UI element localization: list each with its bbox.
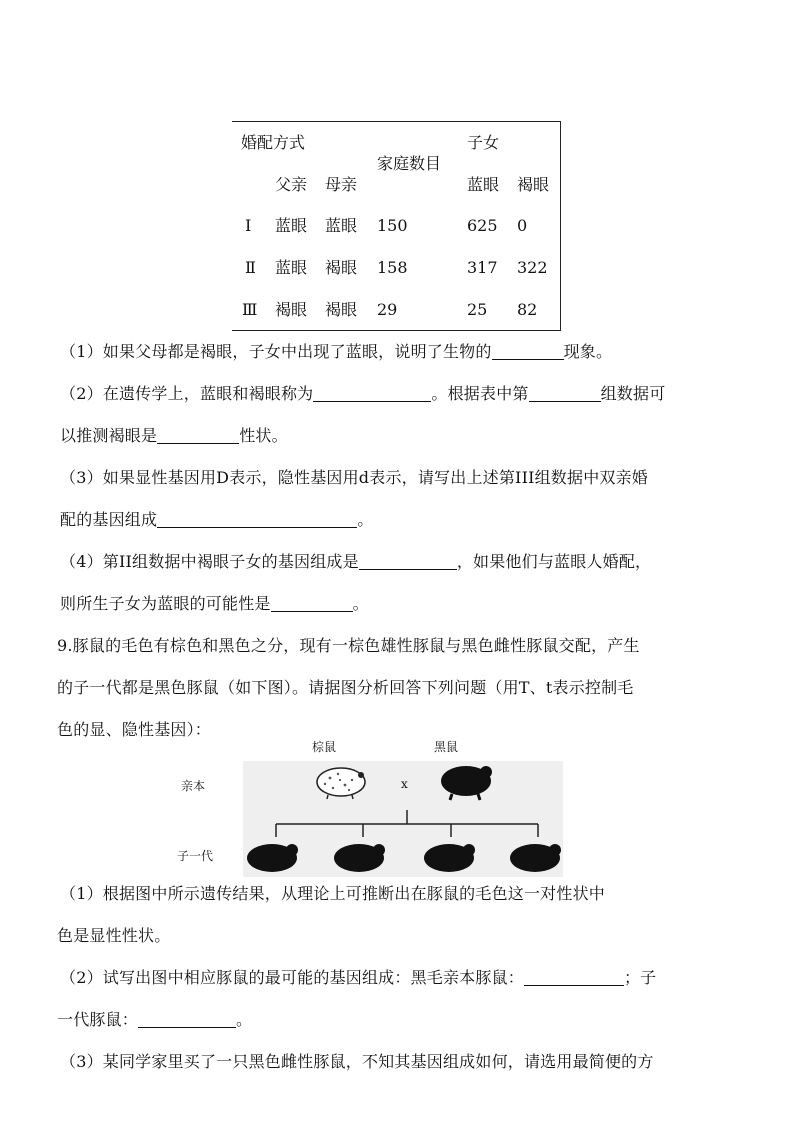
row-father: 褐眼 [275,300,308,319]
q8-sub2-text-e: 性状。 [239,426,288,445]
subheader-blue: 蓝眼 [467,175,500,194]
black-guinea-pig-icon [441,766,492,800]
brown-guinea-pig-icon [317,768,365,799]
row-brown: 82 [517,300,538,319]
row-families: 29 [377,300,398,319]
q8-sub3-text-a: （3）如果显性基因用D表示，隐性基因用d表示，请写出上述第III组数据中双亲婚 [60,468,649,487]
q9-sub1: （1）根据图中所示遗传结果，从理论上可推断出在豚鼠的毛色这一对性状中 [60,884,605,903]
row-blue: 25 [467,300,488,319]
q9-sub2-text-a: （2）试写出图中相应豚鼠的最可能的基因组成：黑毛亲本豚鼠： [60,968,524,987]
subheader-mother: 母亲 [325,175,358,194]
q8-sub4-text-b: ，如果他们与蓝眼人婚配， [456,552,652,571]
row-brown: 0 [517,216,528,235]
answer-blank[interactable] [524,969,624,986]
header-children: 子女 [467,133,500,152]
q8-sub1-text-b: 现象。 [563,342,613,361]
header-mating: 婚配方式 [241,133,306,152]
q9-sub3: （3）某同学家里买了一只黑色雌性豚鼠，不知其基因组成如何，请选用最简便的方 [60,1052,654,1071]
lineage-lines [276,810,538,837]
label-parents: 亲本 [181,779,206,793]
cross-symbol: x [401,777,408,791]
row-blue: 625 [467,216,498,235]
q8-sub2-text-a: （2）在遗传学上，蓝眼和褐眼称为 [60,384,314,403]
q9-sub2-text-c: 一代豚鼠： [57,1010,139,1029]
row-group: Ⅲ [242,300,258,319]
q8-sub2-text-c: 组数据可 [600,384,666,403]
black-guinea-pig-icon [247,844,298,872]
row-father: 蓝眼 [275,216,308,235]
q8-sub4-text-d: 。 [352,594,369,613]
label-offspring: 子一代 [177,849,214,863]
q9-intro-1: 9.豚鼠的毛色有棕色和黑色之分，现有一棕色雄性豚鼠与黑色雌性豚鼠交配，产生 [57,636,640,655]
q8-sub1-text-a: （1）如果父母都是褐眼，子女中出现了蓝眼，说明了生物的 [60,342,492,361]
q9-sub2 [60,968,656,988]
black-guinea-pig-icon [424,844,475,872]
q8-sub2-text-b: 。根据表中第 [431,384,529,403]
q9-intro-2: 的子一代都是黑色豚鼠（如下图）。请据图分析回答下列问题（用T、t表示控制毛 [57,678,634,697]
q8-sub4-text-a: （4）第II组数据中褐眼子女的基因组成是 [60,552,359,571]
row-group: Ⅱ [245,258,256,277]
row-families: 158 [377,258,408,277]
row-father: 蓝眼 [275,258,308,277]
q9-sub1-cont: 色是显性性状。 [57,926,171,945]
label-black-mouse: 黑鼠 [434,740,459,754]
q9-sub2-text-d: 。 [236,1010,253,1029]
row-families: 150 [377,216,408,235]
q8-sub2-text-d: 以推测褐眼是 [60,426,158,445]
q8-sub3-text-c: 。 [357,510,374,529]
row-mother: 褐眼 [325,300,358,319]
q9-sub2-text-b: ；子 [623,968,657,987]
row-blue: 317 [467,258,498,277]
row-mother: 蓝眼 [325,216,358,235]
header-families: 家庭数目 [377,154,442,173]
q9-intro-3: 色的显、隐性基因）： [57,720,212,739]
black-guinea-pig-icon [334,844,385,872]
q8-sub4-text-c: 则所生子女为蓝眼的可能性是 [60,594,271,613]
label-brown-mouse: 棕鼠 [312,740,337,754]
black-guinea-pig-icon [510,844,561,872]
q9-sub2-cont [57,1010,252,1030]
row-group: Ⅰ [245,216,252,235]
row-mother: 褐眼 [325,258,358,277]
subheader-brown: 褐眼 [517,175,550,194]
q8-sub3-text-b: 配的基因组成 [60,510,158,529]
answer-blank[interactable] [138,1011,236,1028]
subheader-father: 父亲 [275,175,308,194]
row-brown: 322 [517,258,548,277]
